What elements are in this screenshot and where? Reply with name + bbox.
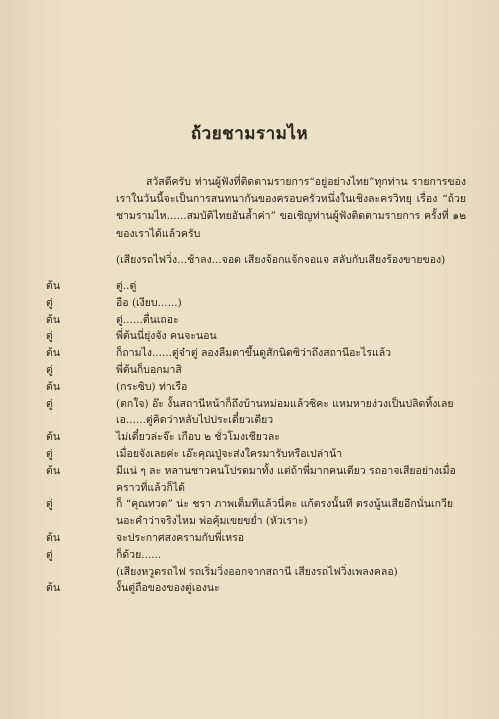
dialogue-row bbox=[0, 379, 499, 396]
speaker-name: ต้น bbox=[46, 380, 60, 393]
stage-direction: (เสียงรถไฟวิ่ง...ช้าลง...จอด เสียงจ้อกแจ้กจอแจ สลับกับเสียงร้องขายของ) bbox=[116, 254, 446, 266]
dialogue-line: พี่ต้นนี่ยุ่งจัง คนจะนอน bbox=[116, 330, 217, 343]
speaker-name: ตู่ bbox=[46, 330, 53, 343]
dialogue-line: ตู่..ตู่ bbox=[116, 280, 137, 292]
speaker-name: ตู่ bbox=[46, 363, 53, 376]
dialogue-row bbox=[0, 446, 499, 463]
speaker-name: ตู่ bbox=[46, 548, 53, 561]
dialogue-line: ก็ด้วย...... bbox=[116, 548, 162, 561]
dialogue-row bbox=[0, 530, 499, 547]
dialogue-line: ตู่......ตื่นเถอะ bbox=[116, 313, 179, 326]
dialogue-line: จะประกาศสงครามกับพี่เหรอ bbox=[116, 531, 245, 544]
dialogue-row bbox=[0, 295, 499, 312]
speaker-name: ต้น bbox=[46, 531, 60, 544]
speaker-name: ตู่ bbox=[46, 498, 53, 511]
dialogue-row bbox=[0, 429, 499, 446]
dialogue-line: พี่ต้นก็บอกมาสิ bbox=[116, 363, 182, 376]
speaker-name: ต้น bbox=[46, 582, 60, 595]
dialogue-line: ไม่เดี๋ยวล่ะจ๊ะ เกือบ ๒ ชั่วโมงเชียวละ bbox=[116, 431, 280, 444]
intro-paragraph: สวัสดีครับ ท่านผู้ฟังที่ติดตามรายการ“อยู่อย่างไทย”ทุกท่าน รายการของเราในวันนี้จะเป็นการสนทนากันของครอบครัวหนึ่งในเชิงละครวิทยุ เรื่อง “ถ้วยชามรามไห......สมบัติไทยอันล้ำค่า” ขอเชิญท่านผู้ฟังติดตามรายการ ครั้งที่ ๑๒ ของเราได้แล้วครับ bbox=[116, 176, 466, 240]
dialogue-line: อือ (เงียบ......) bbox=[116, 296, 182, 309]
dialogue-row bbox=[0, 345, 499, 362]
speaker-name: ต้น bbox=[46, 280, 60, 292]
dialogue-row bbox=[0, 312, 499, 329]
speaker-name: ตู่ bbox=[46, 397, 53, 410]
dialogue-row bbox=[0, 547, 499, 564]
dialogue-row bbox=[0, 496, 499, 530]
speaker-name: ต้น bbox=[46, 431, 60, 444]
dialogue-list bbox=[0, 278, 499, 597]
dialogue-row bbox=[0, 463, 499, 497]
dialogue-row bbox=[0, 328, 499, 345]
dialogue-line: มีแน่ ๆ ละ หลานชาวคนโปรดมาทั้ง แต่ถ้าพี่มากคนเดียว รถอาจเสียอย่างเมื่อคราวที่แล้วก็ได้ bbox=[116, 464, 456, 494]
dialogue-row bbox=[0, 580, 499, 597]
document-title: ถ้วยชามรามไห bbox=[190, 124, 309, 144]
speaker-name: ตู่ bbox=[46, 296, 53, 309]
speaker-name: ตู่ bbox=[46, 447, 53, 460]
dialogue-line: เมื่อยจังเลยค่ะ เอ๊ะคุณปู่จะส่งใครมารับหรือเปล่าน้า bbox=[116, 447, 343, 460]
dialogue-line: (ตกใจ) อ๊ะ งั้นสถานีหน้าก็ถึงบ้านหม่อมแล้วซิคะ แหมหายง่วงเป็นปลิดทิ้งเลย เอ......ตู่คิดว่าหลับไปประเดี๋ยวเดียว bbox=[116, 397, 454, 427]
dialogue-row bbox=[0, 564, 499, 581]
dialogue-line: งั้นตู่ถือของของตู่เองนะ bbox=[116, 582, 220, 595]
dialogue-line: ก็ “คุณทวด” น่ะ ชรา ภาพเต็มทีแล้วนี่คะ แก้ตรงนั้นที ตรงนู้นเสียอีกนั่นเกวียนอะคำว่าจริงไหม พ่อคุ้มเขยขย่ำ (หัวเราะ) bbox=[116, 498, 454, 528]
intro-paragraph-block bbox=[116, 174, 466, 243]
dialogue-line: ก็ถามไง......ตู่จ๋าตู่ ลองลืมตาขึ้นดูสักนิดซิว่าถึงสถานีอะไรแล้ว bbox=[116, 347, 392, 360]
speaker-name: ต้น bbox=[46, 313, 60, 326]
dialogue-row bbox=[0, 278, 499, 295]
dialogue-row bbox=[0, 396, 499, 430]
dialogue-line: (กระซิบ) ท่าเรือ bbox=[116, 380, 188, 393]
speaker-name: ต้น bbox=[46, 347, 60, 360]
speaker-name: ต้น bbox=[46, 464, 60, 477]
dialogue-line: (เสียงหวูดรถไฟ รถเริ่มวิ่งออกจากสถานี เสียงรถไฟวิ่งเพลงคลอ) bbox=[116, 565, 398, 578]
dialogue-row bbox=[0, 362, 499, 379]
